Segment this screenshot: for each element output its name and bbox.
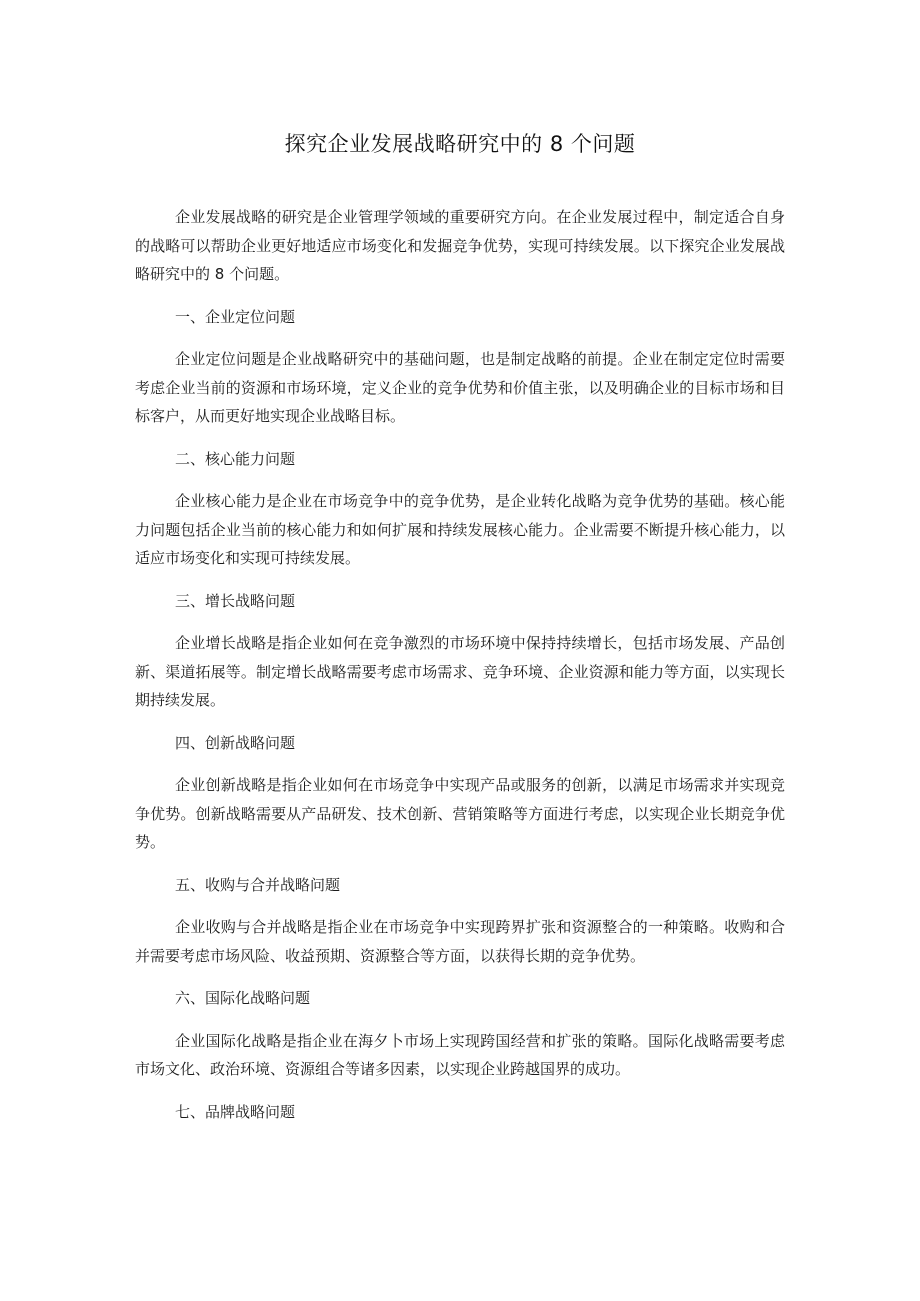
section-heading-1: 一、企业定位问题 — [175, 307, 296, 326]
document-body — [135, 203, 785, 1140]
section-heading-7: 七、品牌战略问题 — [175, 1102, 296, 1121]
section-body-4: 企业创新战略是指企业如何在市场竞争中实现产品或服务的创新，以满足市场需求并实现竞争优势。创新战略需要从产品研发、技术创新、营销策略等方面进行考虑，以实现企业长期竞争优势。 — [135, 776, 785, 851]
section-body-2: 企业核心能力是企业在市场竞争中的竞争优势，是企业转化战略为竞争优势的基础。核心能力问题包括企业当前的核心能力和如何扩展和持续发展核心能力。企业需要不断提升核心能力，以适应市场变化和实现可持续发展。 — [135, 492, 785, 567]
page-title: 探究企业发展战略研究中的 8 个问题 — [284, 132, 636, 156]
section-heading-4: 四、创新战略问题 — [175, 733, 296, 752]
section-body-1: 企业定位问题是企业战略研究中的基础问题，也是制定战略的前提。企业在制定定位时需要考虑企业当前的资源和市场环境，定义企业的竞争优势和价值主张，以及明确企业的目标市场和目标客户，从而更好地实现企业战略目标。 — [135, 350, 785, 425]
section-heading-6: 六、国际化战略问题 — [175, 989, 311, 1007]
section-heading-3: 三、增长战略问题 — [175, 591, 296, 610]
section-body-6: 企业国际化战略是指企业在海夕卜市场上实现跨国经营和扩张的策略。国际化战略需要考虑市场文化、政治环境、资源组合等诸多因素，以实现企业跨越国界的成功。 — [135, 1031, 785, 1078]
section-body-5: 企业收购与合并战略是指企业在市场竞争中实现跨界扩张和资源整合的一种策略。收购和合并需要考虑市场风险、收益预期、资源整合等方面，以获得长期的竞争优势。 — [135, 918, 785, 965]
section-heading-2: 二、核心能力问题 — [175, 449, 296, 468]
intro-paragraph: 企业发展战略的研究是企业管理学领域的重要研究方向。在企业发展过程中，制定适合自身的战略可以帮助企业更好地适应市场变化和发掘竞争优势，实现可持续发展。以下探究企业发展战略研究中的 8 个问题。 — [135, 208, 785, 283]
section-heading-5: 五、收购与合并战略问题 — [175, 875, 341, 894]
section-body-3: 企业增长战略是指企业如何在竞争激烈的市场环境中保持持续增长，包括市场发展、产品创新、渠道拓展等。制定增长战略需要考虑市场需求、竞争环境、企业资源和能力等方面，以实现长期持续发展。 — [135, 634, 785, 709]
